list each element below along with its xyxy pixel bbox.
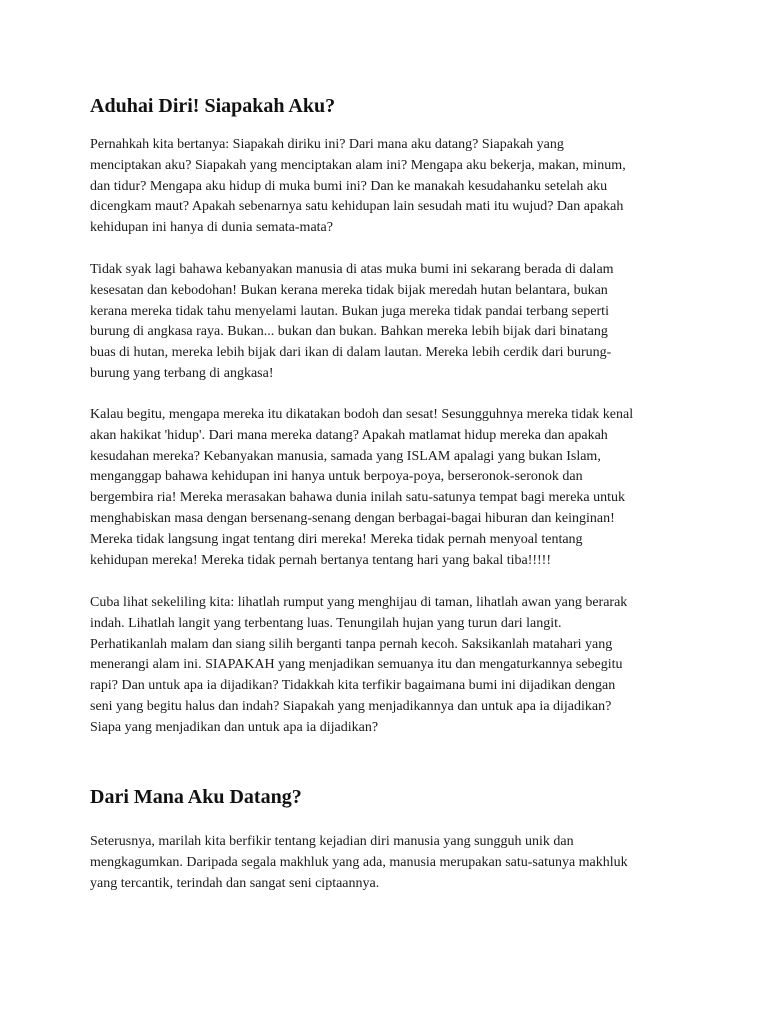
text-line: kehidupan ini hanya di dunia semata-mata? xyxy=(90,220,333,236)
text-line: dicengkam maut? Apakah sebenarnya satu kehidupan lain sesudah mati itu wujud? Dan apakah xyxy=(90,199,624,215)
text-line: Cuba lihat sekeliling kita: lihatlah rumput yang menghijau di taman, lihatlah awan yang berarak xyxy=(90,595,628,610)
section-heading-aduhai-diri: Aduhai Diri! Siapakah Aku? xyxy=(90,95,336,117)
text-line: akan hakikat 'hidup'. Dari mana mereka datang? Apakah matlamat hidup mereka dan apakah xyxy=(90,427,608,443)
text-line: burung di angkasa raya. Bukan... bukan dan bukan. Bahkan mereka lebih bijak dari binatang xyxy=(90,324,608,340)
text-line: dan tidur? Mengapa aku hidup di muka bumi ini? Dan ke manakah kesudahanku setelah aku xyxy=(90,178,608,194)
section-heading-dari-mana: Dari Mana Aku Datang? xyxy=(90,786,302,808)
text-line: menciptakan aku? Siapakah yang menciptakan alam ini? Mengapa aku bekerja, makan, minum, xyxy=(90,157,626,173)
text-line: burung yang terbang di angkasa! xyxy=(90,365,274,381)
text-line: Mereka tidak langsung ingat tentang diri mereka! Mereka tidak pernah menyoal tentang xyxy=(90,531,583,547)
paragraph xyxy=(90,405,680,571)
text-line: mengkagumkan. Daripada segala makhluk yang ada, manusia merupakan satu-satunya makhluk xyxy=(90,854,628,870)
text-line: yang tercantik, terindah dan sangat seni ciptaannya. xyxy=(90,875,380,891)
text-line: kesudahan mereka? Kebanyakan manusia, samada yang ISLAM apalagi yang bukan Islam, xyxy=(90,448,601,464)
text-line: Siapa yang menjadikan dan untuk apa ia dijadikan? xyxy=(90,719,379,735)
text-line: kesesatan dan kebodohan! Bukan kerana mereka tidak bijak meredah hutan belantara, bukan xyxy=(90,282,608,298)
text-line: rapi? Dan untuk apa ia dijadikan? Tidakkah kita terfikir bagaimana bumi ini dijadikan dengan xyxy=(90,678,616,694)
text-line: kehidupan mereka! Mereka tidak pernah bertanya tentang hari yang bakal tiba!!!!! xyxy=(90,552,552,568)
text-line: seni yang begitu halus dan indah? Siapakah yang menjadikannya dan untuk apa ia dijadikan? xyxy=(90,698,612,714)
text-line: bergembira ria! Mereka merasakan bahawa dunia inilah satu-satunya tempat bagi mereka untuk xyxy=(90,490,626,506)
text-line: menerangi alam ini. SIAPAKAH yang menjadikan semuanya itu dan mengaturkannya sebegitu xyxy=(90,657,623,673)
text-line: indah. Lihatlah langit yang terbentang luas. Tenungilah hujan yang turun dari langit. xyxy=(90,615,562,631)
text-line: kerana mereka tidak tahu menyelami lautan. Bukan juga mereka tidak pandai terbang seperti xyxy=(90,303,609,319)
text-line: Pernahkah kita bertanya: Siapakah diriku ini? Dari mana aku datang? Siapakah yang xyxy=(90,137,564,152)
paragraph xyxy=(90,260,680,385)
text-line: buas di hutan, mereka lebih bijak dari ikan di dalam lautan. Mereka lebih cerdik dari burung- xyxy=(90,345,612,361)
paragraph xyxy=(90,593,680,739)
text-line: menghabiskan masa dengan bersenang-senang dengan berbagai-bagai hiburan dan keinginan! xyxy=(90,510,615,526)
paragraph xyxy=(90,832,680,894)
text-line: Kalau begitu, mengapa mereka itu dikatakan bodoh dan sesat! Sesungguhnya mereka tidak kenal xyxy=(90,407,634,422)
text-line: menganggap bahawa kehidupan ini hanya untuk berpoya-poya, berseronok-seronok dan xyxy=(90,469,583,485)
paragraph xyxy=(90,135,680,239)
text-line: Tidak syak lagi bahawa kebanyakan manusia di atas muka bumi ini sekarang berada di dalam xyxy=(90,262,614,277)
text-line: Perhatikanlah malam dan siang silih berganti tanpa pernah kecoh. Saksikanlah matahari yang xyxy=(90,636,613,652)
text-line: Seterusnya, marilah kita berfikir tentang kejadian diri manusia yang sungguh unik dan xyxy=(90,834,574,849)
